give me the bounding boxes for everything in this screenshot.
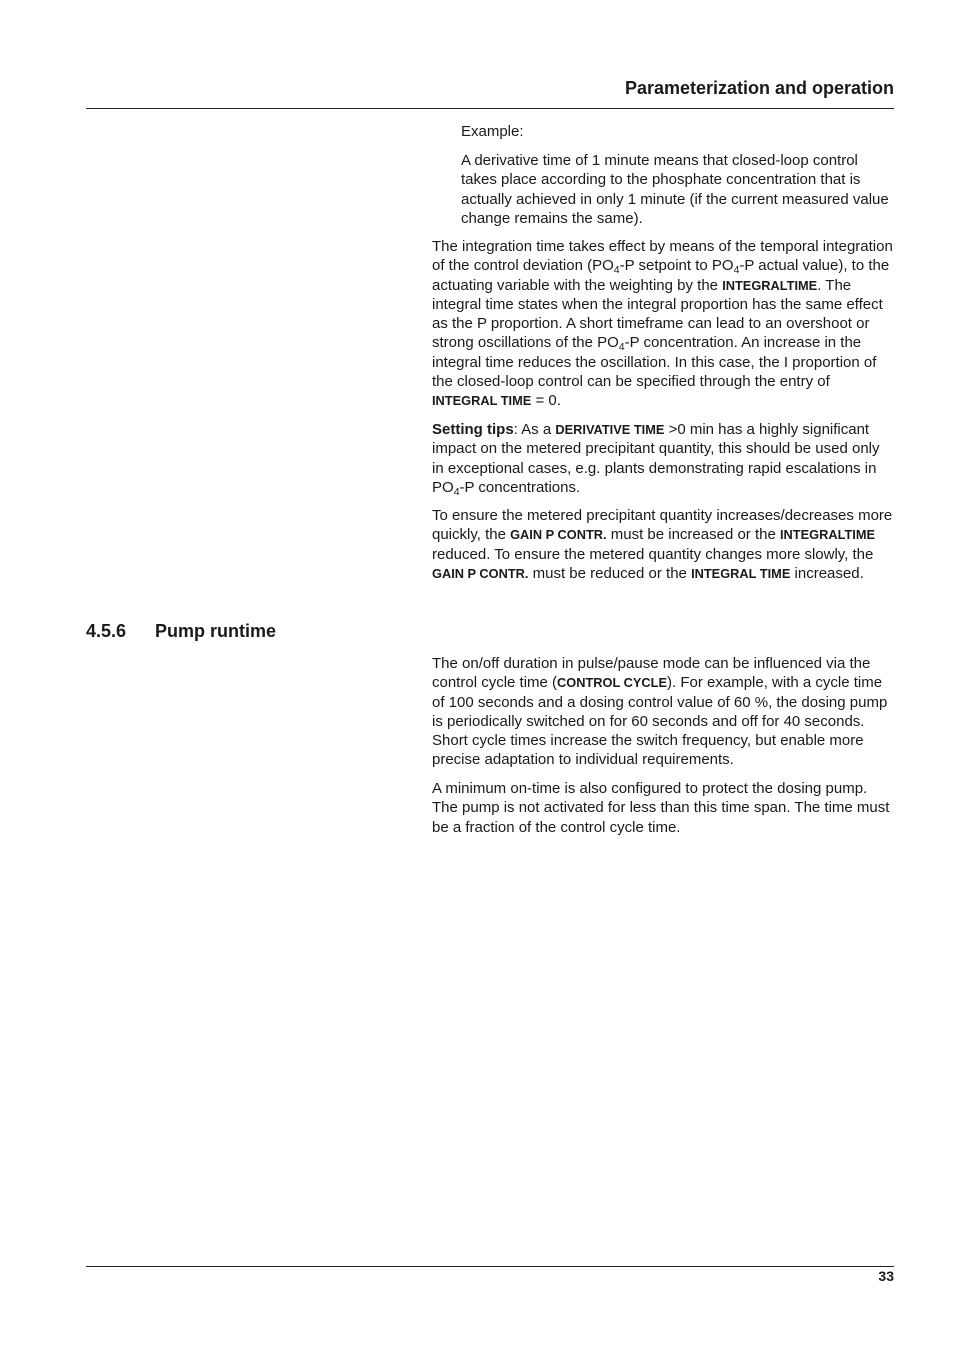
term-derivative-time: DERIVATIVE TIME (555, 422, 665, 437)
pump-runtime-paragraph: The on/off duration in pulse/pause mode can be influenced via the control cycle time (CONTROL CYCLE). For example, with a cycle time of 100 seconds and a dosing control value of 60 %, the dosing pump is periodically switched on for 60 seconds and off for 40 seconds. Short cycle times increase the switch frequency, but enable more precise adaptation to individual requirements. (432, 655, 888, 769)
section-heading (86, 621, 276, 642)
term-gain-p-contr: GAIN P CONTR. (432, 565, 529, 581)
term-integral-time: INTEGRAL TIME (691, 565, 791, 581)
integration-time-paragraph: The integration time takes effect by means of the temporal integration of the control deviation ($PO_4-P$ setpoint to $PO_4-P$ actual value), to the actuating variable with the weighting by the INTEGRALTIME. The integral time states when the integral proportion has the same effect as the P proportion. A short timeframe can lead to an overshoot or strong oscillations of the $PO_4-P$ concentration. An increase in the integral time reduces the oscillation. In this case, the I proportion of the closed-loop control can be specified through the entry of INTEGRAL TIME = 0. (432, 238, 893, 410)
page-number: 33 (878, 1268, 894, 1284)
section-number: 4.5.6 (86, 621, 127, 641)
term-integraltime: INTEGRALTIME (722, 277, 818, 293)
term-control-cycle: CONTROL CYCLE (557, 675, 668, 691)
term-gain-p-contr: GAIN P CONTR. (510, 527, 607, 543)
example-label: Example: (461, 123, 524, 140)
ensure-quantity-paragraph: To ensure the metered precipitant quantity increases/decreases more quickly, the GAIN P CONTR. must be increased or the INTEGRALTIME reduced. To ensure the metered quantity changes more slowly, the GAIN P CONTR. must be reduced or the INTEGRAL TIME increased. (432, 507, 893, 582)
minimum-on-time-paragraph: A minimum on-time is also configured to protect the dosing pump. The pump is not activated for less than this time span. The time must be a fraction of the control cycle time. (432, 780, 890, 836)
header-divider (86, 108, 894, 109)
footer-divider (86, 1266, 894, 1267)
term-integral-time: INTEGRAL TIME (432, 393, 532, 409)
setting-tips-paragraph: Setting tips: As a DERIVATIVE TIME >0 min has a highly significant impact on the metered precipitant quantity, this should be used only in exceptional cases, e.g. plants demonstrating rapid escalations in $PO_4-P$ concentrations. (432, 421, 880, 498)
section-title: Pump runtime (155, 621, 277, 641)
setting-tips-label: Setting tips (432, 421, 514, 438)
page-header-title: Parameterization and operation (624, 78, 894, 98)
example-text: A derivative time of 1 minute means that closed-loop control takes place according to the phosphate concentration that is actually achieved in only 1 minute (if the current measured value change remains the same). (461, 152, 889, 227)
term-integraltime: INTEGRALTIME (780, 527, 876, 543)
